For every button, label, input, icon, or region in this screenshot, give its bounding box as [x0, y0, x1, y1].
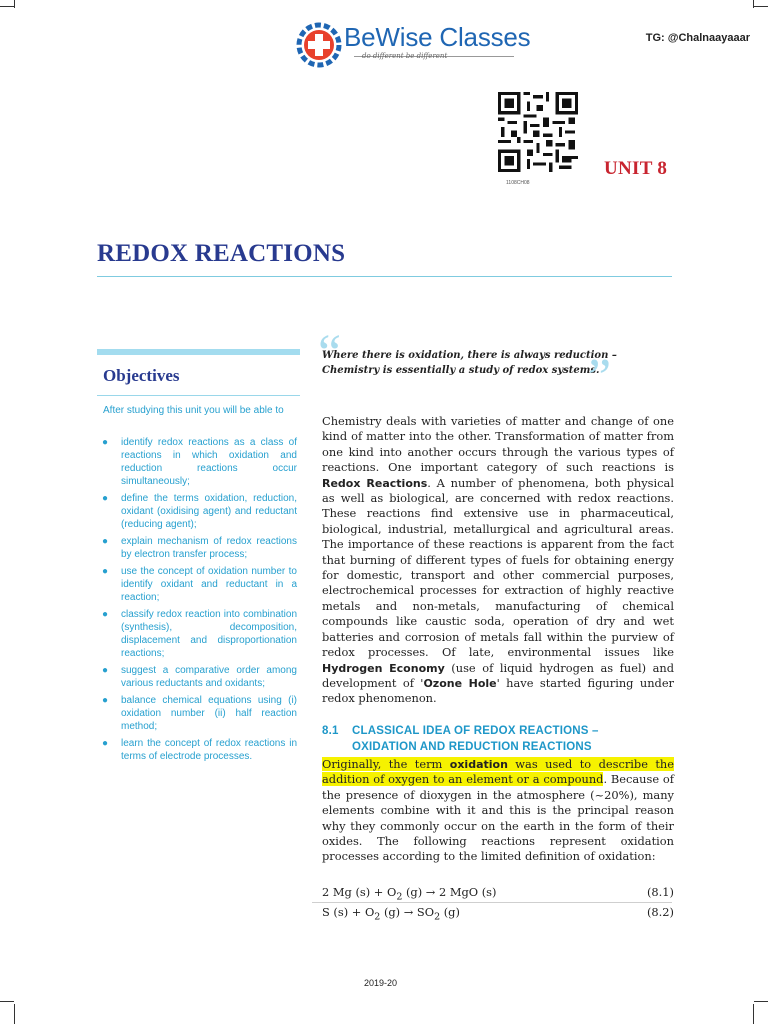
page-footer-label: 2019-20	[364, 978, 398, 988]
bullet-icon: ●	[102, 493, 109, 504]
crop-mark	[14, 0, 15, 8]
qr-code-id: 1108CH08	[506, 180, 530, 186]
section-paragraph: Originally, the term oxidation was used to describe the addition of oxygen to an element or a compound. Because of the presence of dioxygen in the atmosphere (~20%), many elements combine with it and this is the principal reason why they commonly occur on the earth in the form of their oxides. The following reactions represent oxidation processes according to the limited definition of oxidation:	[322, 757, 675, 864]
intro-paragraph: Chemistry deals with varieties of matter and change of one kind of matter into the other. Transformation of matter from one kind into another occurs through the various types of reactions. One important category of such reactions is Redox Reactions. A number of phenomena, both physical as well as biological, are concerned with redox reactions. These reactions find extensive use in pharmaceutical, biological, industrial, metallurgical and agricultural areas. The importance of these reactions is apparent from the fact that burning of different types of fuels for obtaining energy for domestic, transport and other commercial purposes, electrochemical processes for extraction of highly reactive metals and non-metals, manufacturing of chemical compounds like caustic soda, operation of dry and wet batteries and corrosion of metals fall within the purview of redox processes. Of late, environmental issues like Hydrogen Economy (use of liquid hydrogen as fuel) and development of 'Ozone Hole' have started figuring under redox phenomenon.	[322, 414, 675, 706]
objectives-intro: After studying this unit you will be able to	[103, 405, 284, 416]
open-quote-icon: “	[318, 325, 342, 382]
quote-line: Where there is oxidation, there is always reduction –	[322, 350, 617, 361]
logo-title: BeWise Classes	[344, 22, 531, 52]
objectives-heading: Objectives	[103, 366, 180, 385]
unit-label: UNIT 8	[604, 158, 668, 179]
equation-divider	[312, 902, 672, 903]
crop-mark	[753, 0, 754, 8]
equation-number: (8.1)	[646, 885, 674, 899]
list-item: ● classify redox reaction into combination (synthesis), decomposition, displacement and disproportionation reactions;	[102, 609, 297, 659]
section-title-line: OXIDATION AND REDUCTION REACTIONS	[352, 741, 592, 753]
bullet-icon: ●	[102, 566, 109, 577]
section-heading	[322, 723, 674, 755]
crop-mark	[0, 1001, 14, 1002]
objectives-list	[102, 436, 297, 767]
crop-mark	[0, 6, 14, 7]
section-title-line: CLASSICAL IDEA OF REDOX REACTIONS –	[352, 725, 599, 737]
list-item: ● suggest a comparative order among various reductants and oxidants;	[102, 665, 297, 689]
bullet-icon: ●	[102, 437, 109, 448]
bewise-logo	[296, 20, 531, 70]
chapter-quote	[322, 348, 674, 378]
qr-code-icon	[498, 92, 578, 172]
list-item: ● explain mechanism of redox reactions by electron transfer process;	[102, 536, 297, 560]
list-item: ● identify redox reactions as a class of reactions in which oxidation and reduction reactions occur simultaneously;	[102, 437, 297, 487]
bullet-icon: ●	[102, 665, 109, 676]
highlighted-text: Originally, the term oxidation was used to describe the addition of oxygen to an element or a compound	[322, 757, 675, 787]
bullet-icon: ●	[102, 609, 109, 620]
close-quote-icon: ”	[588, 349, 612, 406]
bullet-icon: ●	[102, 738, 109, 749]
list-item: ● learn the concept of redox reactions in terms of electrode processes.	[102, 738, 297, 762]
crop-mark	[754, 1001, 768, 1002]
list-item: ● define the terms oxidation, reduction, oxidant (oxidising agent) and reductant (reducing agent);	[102, 493, 297, 530]
telegram-handle: TG: @Chalnaayaaar	[645, 32, 750, 44]
logo-tagline: do different be different	[362, 52, 448, 60]
equation-number: (8.2)	[646, 905, 674, 919]
objectives-divider	[97, 395, 300, 396]
logo-gear-icon	[296, 20, 342, 70]
quote-line: Chemistry is essentially a study of redox systems.	[322, 365, 600, 376]
bullet-icon: ●	[102, 536, 109, 547]
equation-8-1: 2 Mg $(s) + O_2$ (g) → 2 MgO (s) (8.1)	[322, 885, 674, 903]
bullet-icon: ●	[102, 695, 109, 706]
chapter-title: REDOX REACTIONS	[97, 240, 346, 267]
crop-mark	[14, 1004, 15, 1024]
crop-mark	[753, 1004, 754, 1024]
objectives-bar	[97, 349, 300, 355]
list-item: ● use the concept of oxidation number to identify oxidant and reductant in a reaction;	[102, 566, 297, 603]
title-divider	[97, 276, 672, 277]
section-number: 8.1	[322, 725, 339, 737]
equation-8-2: S $(s) + O_2$ $(g) \to SO_2$ (g) (8.2)	[322, 905, 674, 923]
crop-mark	[754, 6, 768, 7]
list-item: ● balance chemical equations using (i) oxidation number (ii) half reaction method;	[102, 695, 297, 732]
